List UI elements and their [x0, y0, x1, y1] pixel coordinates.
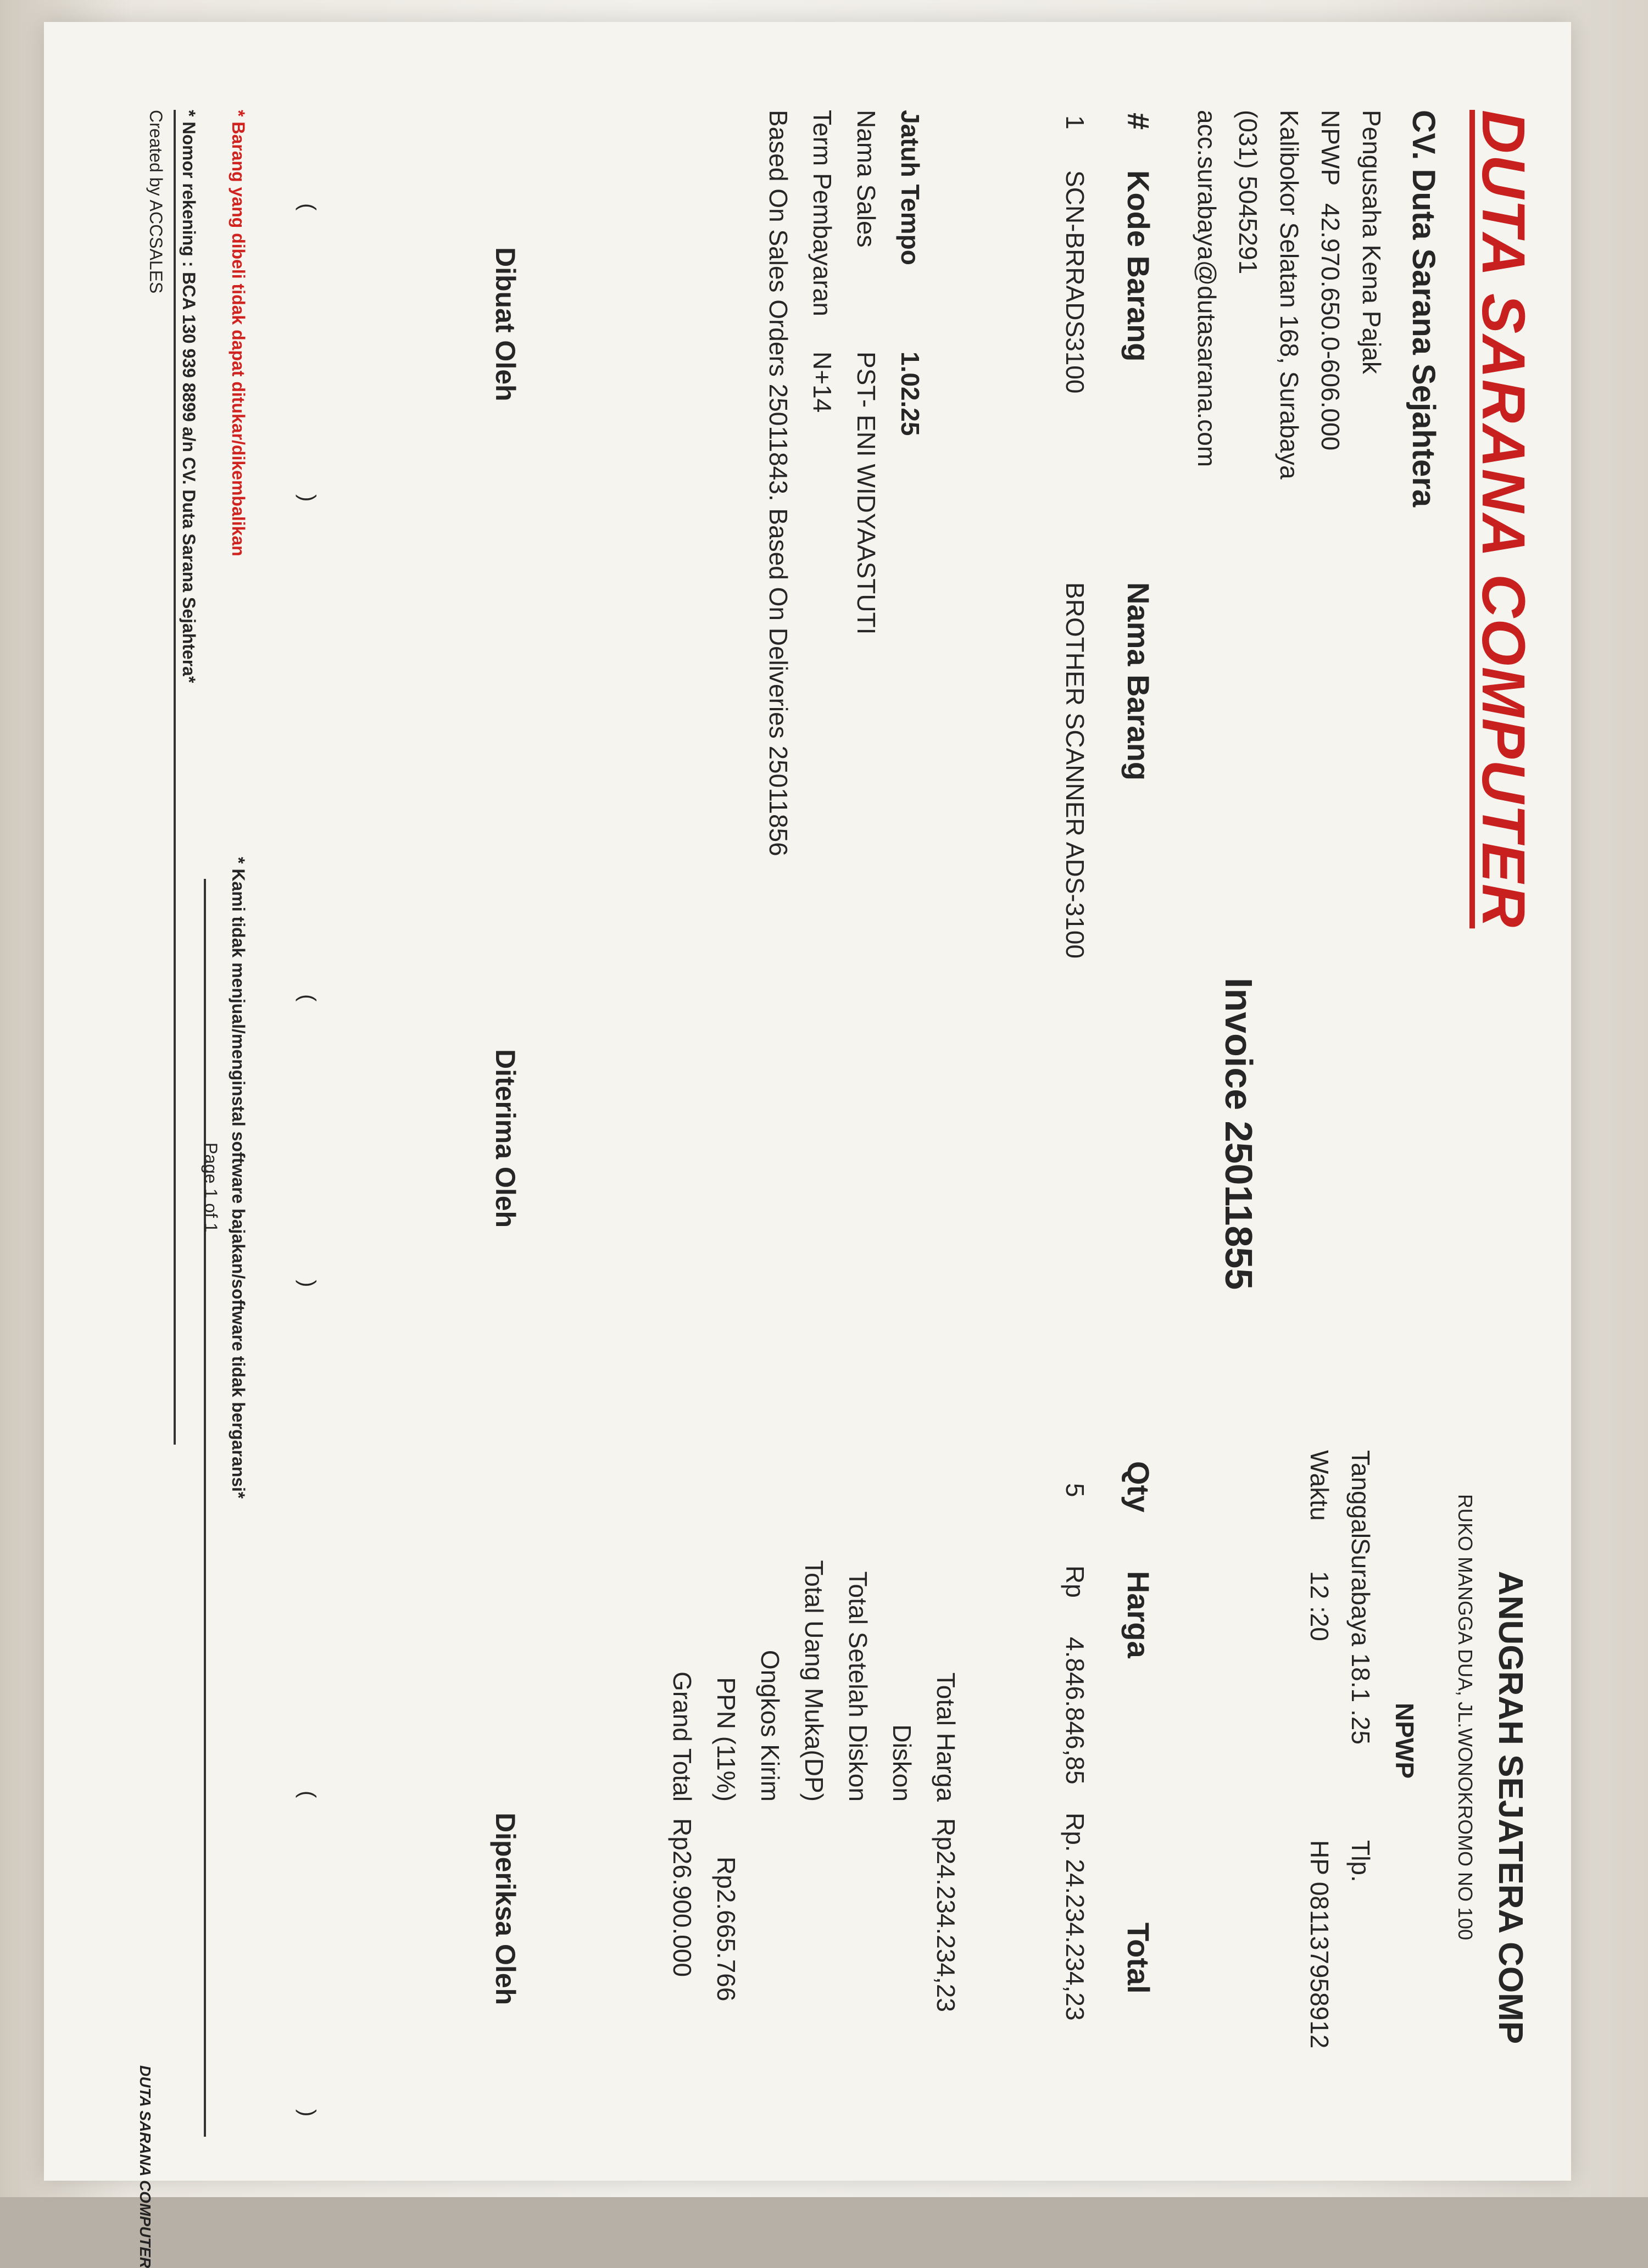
note-software: * Kami tidak menjual/menginstal software bajakan/software tidak bergaransi*	[229, 857, 248, 1499]
company-email: acc.surabaya@dutasarana.com	[1193, 110, 1221, 467]
based-on: Based On Sales Orders 25011843. Based On Deliveries 25011856	[764, 110, 793, 856]
row-no: 1	[1061, 115, 1089, 130]
waktu-label: Waktu	[1305, 1450, 1334, 1521]
col-header-kode: Kode Barang	[1121, 170, 1156, 362]
row-qty: 5	[1061, 1483, 1089, 1497]
footer-rule	[204, 879, 206, 2137]
tanggal-value: Surabaya 18.1 .25	[1346, 1538, 1375, 1745]
sign-paren-open: (	[296, 1791, 320, 1798]
col-header-total: Total	[1121, 1922, 1156, 1994]
col-header-nama: Nama Barang	[1121, 582, 1156, 781]
row-harga: 4.846.846,85	[1061, 1637, 1089, 1785]
row-kode: SCN-BRRADS3100	[1061, 170, 1089, 394]
row-harga-currency: Rp	[1061, 1565, 1089, 1598]
setelah-diskon-label: Total Setelah Diskon	[844, 1571, 872, 1802]
dibuat-oleh: Dibuat Oleh	[490, 247, 521, 402]
row-nama: BROTHER SCANNER ADS-3100	[1061, 582, 1089, 959]
sign-paren-open: (	[296, 994, 320, 1002]
ppn-label: PPN (11%)	[712, 1677, 741, 1802]
created-by: Created by ACCSALES	[146, 110, 166, 294]
company-address: Kalibokor Selatan 168, Surabaya	[1275, 110, 1304, 480]
invoice-paper	[44, 22, 1571, 2268]
jatuh-tempo-value: 1.02.25	[896, 352, 925, 436]
company-stamp: DUTA SARANA COMPUTER	[137, 2065, 154, 2268]
grand-total-value: Rp26.900.000	[668, 1818, 697, 1977]
sign-paren-close: )	[296, 2109, 320, 2117]
tlp-label: Tlp.	[1346, 1840, 1375, 1882]
note-no-return: * Barang yang dibeli tidak dapat ditukar/dikembalikan	[229, 110, 248, 556]
ongkos-kirim-label: Ongkos Kirim	[756, 1650, 784, 1802]
invoice-title: Invoice 25011855	[1217, 978, 1260, 1290]
total-harga-value: Rp24.234.234,23	[932, 1818, 960, 2012]
company-npwp-value: 42.970.650.0-606.000	[1316, 203, 1345, 451]
jatuh-tempo-label: Jatuh Tempo	[896, 110, 925, 265]
grand-total-label: Grand Total	[668, 1671, 697, 1802]
company-npwp-label: NPWP	[1316, 110, 1345, 186]
company-logo: DUTA SARANA COMPUTER	[1469, 110, 1537, 929]
term-label: Term Pembayaran	[808, 110, 837, 316]
sign-paren-close: )	[296, 494, 320, 502]
sign-paren-open: (	[296, 203, 320, 211]
tanggal-label: Tanggal	[1346, 1450, 1375, 1539]
pkp-label: Pengusaha Kena Pajak	[1357, 110, 1386, 374]
bank-account: * Nomor rekening : BCA 130 939 8899 a/n CV. Duta Sarana Sejahtera*	[179, 110, 199, 683]
diperiksa-oleh: Diperiksa Oleh	[490, 1813, 521, 2005]
company-name: CV. Duta Sarana Sejahtera	[1406, 110, 1441, 508]
ppn-value: Rp2.665.766	[712, 1857, 741, 2002]
nama-sales-label: Nama Sales	[852, 110, 881, 248]
uang-muka-label: Total Uang Muka(DP)	[800, 1560, 828, 1802]
col-header-qty: Qty	[1121, 1461, 1156, 1513]
row-total: Rp. 24.234.234,23	[1061, 1813, 1089, 2021]
waktu-value: 12 :20	[1305, 1571, 1334, 1641]
nama-sales-value: PST- ENI WIDYAASTUTI	[852, 352, 881, 635]
total-harga-label: Total Harga	[932, 1672, 960, 1802]
sign-paren-close: )	[296, 1280, 320, 1288]
tlp-value: HP 081137958912	[1305, 1840, 1334, 2049]
customer-address: RUKO MANGGA DUA, JL.WONOKROMO NO 100	[1454, 1494, 1477, 1941]
term-value: N+14	[808, 352, 837, 413]
diskon-label: Diskon	[888, 1724, 916, 1802]
col-header-harga: Harga	[1121, 1571, 1156, 1658]
customer-name: ANUGRAH SEJATERA COMP	[1491, 1571, 1529, 2044]
company-phone: (031) 5045291	[1234, 110, 1262, 275]
customer-npwp-label: NPWP	[1390, 1703, 1419, 1779]
col-header-no: #	[1121, 113, 1156, 130]
footer-rule	[174, 110, 176, 1445]
diterima-oleh: Diterima Oleh	[490, 1049, 521, 1228]
page-number: Page 1 of 1	[201, 1143, 221, 1233]
